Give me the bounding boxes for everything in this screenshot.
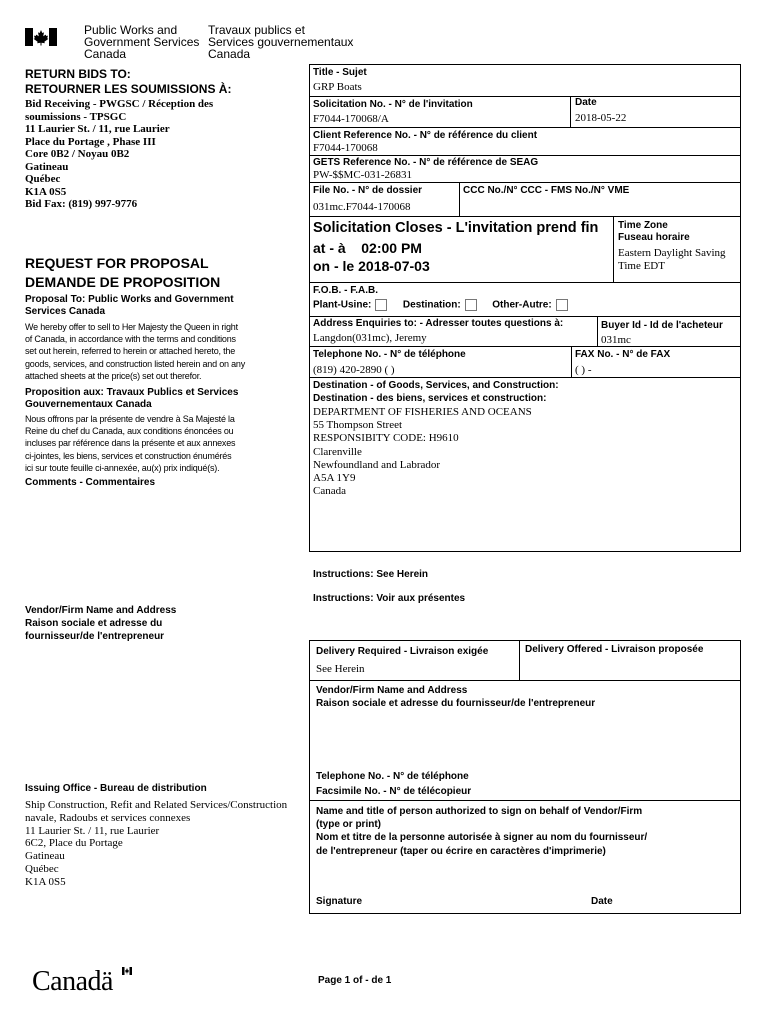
plant-usine-checkbox[interactable] <box>375 299 387 311</box>
gets-reference-label: GETS Reference No. - N° de référence de SEAG <box>313 157 539 168</box>
department-name-fr: Travaux publics et Services gouvernementaux Canada <box>208 23 354 61</box>
file-number-value: 031mc.F7044-170068 <box>313 201 411 213</box>
vendor-left-label: Vendor/Firm Name and Address Raison sociale et adresse du fournisseur/de l'entrepreneur <box>25 605 177 642</box>
rfp-title: REQUEST FOR PROPOSAL DEMANDE DE PROPOSITION <box>25 255 221 290</box>
canada-wordmark: Canadä <box>32 966 113 997</box>
issuing-office-label: Issuing Office - Bureau de distribution <box>25 783 207 794</box>
telephone-label: Telephone No. - N° de téléphone <box>313 349 466 360</box>
canada-flag-icon <box>25 28 57 46</box>
instructions-fr: Instructions: Voir aux présentes <box>313 593 466 604</box>
page-number: Page 1 of - de 1 <box>318 975 392 986</box>
closes-at-value: 02:00 PM <box>361 240 422 256</box>
closes-at: at - à 02:00 PM <box>313 240 422 256</box>
proposal-to-fr: Proposition aux: Travaux Publics et Services Gouvernementaux Canada <box>25 387 239 410</box>
destination-label: Destination - of Goods, Services, and Construction: Destination - des biens, services et construction: <box>313 380 559 404</box>
solicitation-closes-title: Solicitation Closes - L'invitation prend fin <box>313 220 599 236</box>
time-zone-label: Time Zone Fuseau horaire <box>618 220 690 243</box>
ccc-number-label: CCC No./N° CCC - FMS No./N° VME <box>463 185 630 196</box>
title-value: GRP Boats <box>313 81 362 93</box>
comments-label: Comments - Commentaires <box>25 477 156 488</box>
buyer-id-label: Buyer Id - Id de l'acheteur <box>601 320 723 331</box>
fob-label: F.O.B. - F.A.B. <box>313 285 378 296</box>
vendor-name-label: Vendor/Firm Name and Address Raison sociale et adresse du fournisseur/de l'entrepreneur <box>316 685 596 709</box>
authorized-person-label: Name and title of person authorized to sign on behalf of Vendor/Firm (type or print) Nom et titre de la personne autorisée à signer au nom du fournisseur/ de l'entrepreneur (taper ou écrire en caractères d'imprimerie) <box>316 806 648 857</box>
delivery-required-value: See Herein <box>316 663 365 675</box>
delivery-offered-label: Delivery Offered - Livraison proposée <box>525 644 704 655</box>
proposal-body-en: We hereby offer to sell to Her Majesty the Queen in right of Canada, in accordance with the terms and conditions set out herein, referred to herein or attached hereto, the goods, services, and construction listed herein and on any attached sheets at the price(s) set out therefor. <box>25 322 246 381</box>
return-bids-address: Bid Receiving - PWGSC / Réception des soumissions - TPSGC 11 Laurier St. / 11, rue Laurier Place du Portage , Phase III Core 0B2 / Noyau 0B2 Gatineau Québec K1A 0S5 Bid Fax: (819) 997-9776 <box>25 98 214 210</box>
telephone-value: (819) 420-2890 ( ) <box>313 364 395 376</box>
title-label: Title - Sujet <box>313 67 367 78</box>
issuing-office-address: Ship Construction, Refit and Related Services/Construction navale, Radoubs et services connexes 11 Laurier St. / 11, rue Laurier 6C2, Place du Portage Gatineau Québec K1A 0S5 <box>25 799 288 888</box>
other-autre-checkbox[interactable] <box>556 299 568 311</box>
closes-on: on - le 2018-07-03 <box>313 258 430 274</box>
return-bids-title: RETURN BIDS TO: RETOURNER LES SOUMISSIONS À: <box>25 67 232 96</box>
vendor-telephone-label: Telephone No. - N° de téléphone <box>316 771 469 782</box>
client-reference-label: Client Reference No. - N° de référence du client <box>313 130 538 141</box>
fax-value: ( ) - <box>575 364 592 376</box>
destination-checkbox[interactable] <box>465 299 477 311</box>
fax-label: FAX No. - N° de FAX <box>575 349 671 360</box>
vendor-facsimile-label: Facsimile No. - N° de télécopieur <box>316 786 472 797</box>
destination-address: DEPARTMENT OF FISHERIES AND OCEANS 55 Thompson Street RESPONSIBITY CODE: H9610 Clarenville Newfoundland and Labrador A5A 1Y9 Canada <box>313 406 532 498</box>
client-reference-value: F7044-170068 <box>313 142 378 154</box>
gets-reference-value: PW-$$MC-031-26831 <box>313 169 412 181</box>
instructions-en: Instructions: See Herein <box>313 569 429 580</box>
solicitation-value: F7044-170068/A <box>313 113 389 125</box>
closes-on-value: 2018-07-03 <box>358 258 430 274</box>
date-label: Date <box>575 97 597 108</box>
signature-date-label: Date <box>591 896 613 907</box>
time-zone-value: Eastern Daylight Saving Time EDT <box>618 247 726 272</box>
solicitation-label: Solicitation No. - N° de l'invitation <box>313 99 473 110</box>
buyer-id-value: 031mc <box>601 334 631 346</box>
delivery-required-label: Delivery Required - Livraison exigée <box>316 646 489 657</box>
address-enquiries-label: Address Enquiries to: - Adresser toutes questions à: <box>313 318 564 329</box>
proposal-to-en: Proposal To: Public Works and Government Services Canada <box>25 294 234 317</box>
date-value: 2018-05-22 <box>575 112 627 124</box>
wordmark-flag-icon <box>122 962 132 970</box>
signature-label: Signature <box>316 896 363 907</box>
file-number-label: File No. - N° de dossier <box>313 185 423 196</box>
fob-options: Plant-Usine: Destination: Other-Autre: <box>313 299 568 311</box>
proposal-body-fr: Nous offrons par la présente de vendre à Sa Majesté la Reine du chef du Canada, aux conditions énoncées ou incluses par référence dans la présente et aux annexes ci-jointes, les biens, services et construction énumérés ici sur toute feuille ci-annexée, au(x) prix indiqué(s). <box>25 414 236 473</box>
address-enquiries-value: Langdon(031mc), Jeremy <box>313 332 427 344</box>
department-name-en: Public Works and Government Services Canada <box>84 23 200 61</box>
